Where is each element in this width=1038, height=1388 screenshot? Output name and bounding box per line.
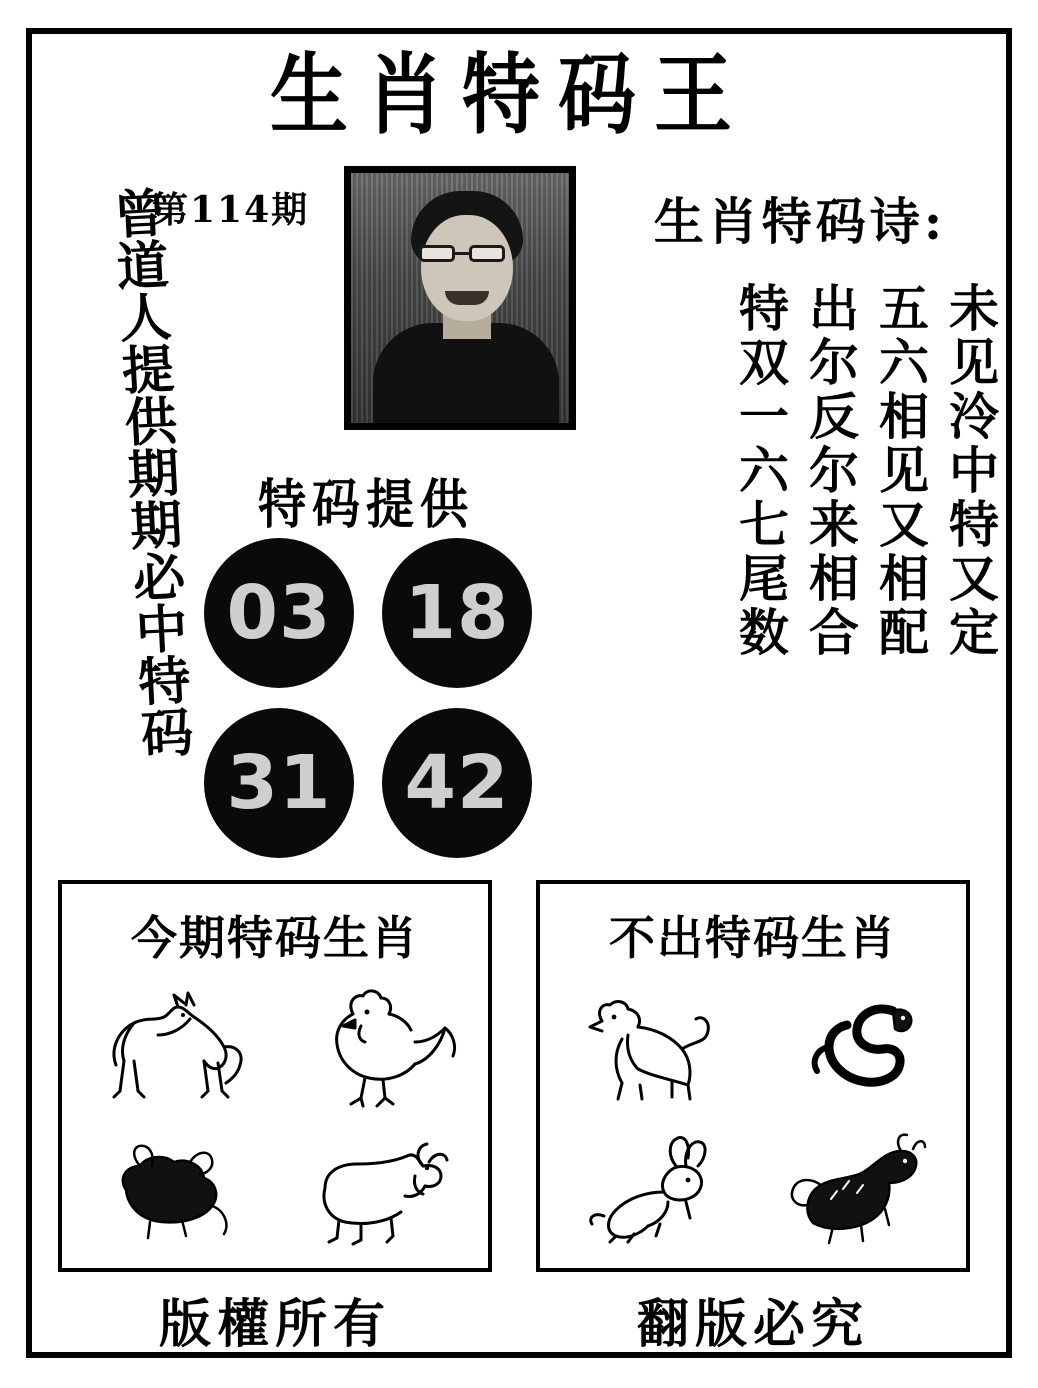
tema-heading: 特码提供 — [257, 474, 474, 536]
poem-title: 生肖特码诗: — [653, 192, 947, 251]
horse-icon — [72, 980, 277, 1121]
issue-label: 第114期 — [152, 189, 310, 231]
portrait-body — [373, 323, 559, 430]
ox-icon — [72, 1121, 277, 1262]
tema-ball: 31 — [204, 708, 354, 858]
excluded-zodiac-title: 不出特码生肖 — [609, 911, 897, 965]
portrait-face — [421, 215, 513, 321]
snake-icon — [755, 980, 960, 1121]
page-title: 生肖特码王 — [269, 44, 750, 147]
glasses-bridge-icon — [455, 252, 469, 255]
portrait-photo — [344, 166, 576, 430]
poem-line: 特双一六七尾数 — [731, 282, 790, 660]
tiger-icon — [755, 1121, 960, 1262]
poem-line: 出尔反尔来相合 — [801, 282, 860, 660]
tema-ball: 18 — [382, 538, 532, 688]
poem-body — [580, 282, 1000, 822]
footer-copyright-right: 翻版必究 — [636, 1294, 869, 1355]
current-zodiac-title: 今期特码生肖 — [131, 911, 419, 965]
tema-ball: 03 — [204, 538, 354, 688]
excluded-zodiac-grid — [550, 980, 960, 1262]
rooster-icon — [277, 980, 482, 1121]
poem-line: 五六相见又相配 — [871, 282, 930, 660]
current-zodiac-box — [58, 880, 492, 1272]
tema-ball: 42 — [382, 708, 532, 858]
current-zodiac-grid — [72, 980, 482, 1262]
tema-number-group — [196, 538, 540, 864]
glasses-left-icon — [419, 245, 455, 262]
poem-line: 未见泠中特又定 — [941, 282, 1000, 660]
rabbit-icon — [550, 1121, 755, 1262]
left-slogan: 曾道人提供期期必中特码 — [103, 185, 194, 760]
glasses-right-icon — [469, 245, 505, 262]
goat-icon — [277, 1121, 482, 1262]
dog-icon — [550, 980, 755, 1121]
footer-copyright-left: 版權所有 — [158, 1294, 391, 1355]
excluded-zodiac-box — [536, 880, 970, 1272]
